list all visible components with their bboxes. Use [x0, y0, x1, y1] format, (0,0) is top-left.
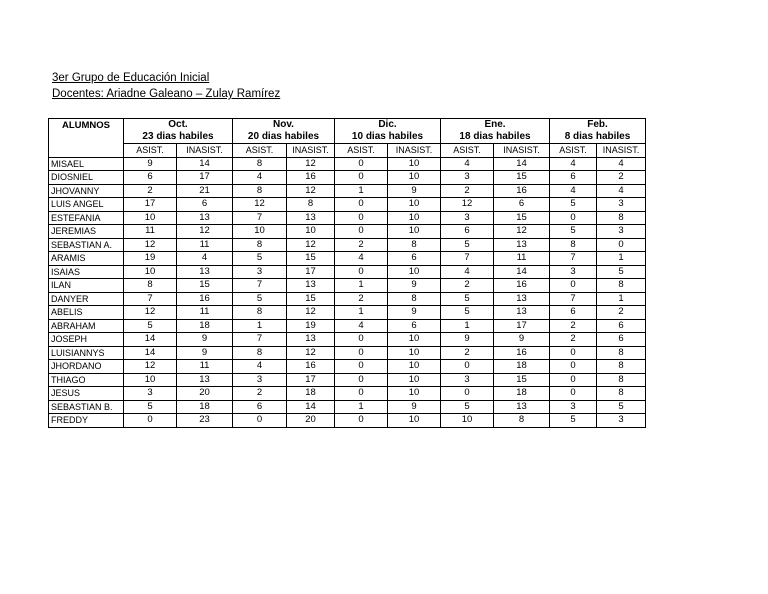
inasist-cell: 9	[388, 400, 441, 414]
table-row	[49, 387, 646, 401]
student-name: JHOVANNY	[49, 184, 124, 198]
student-name: DANYER	[49, 292, 124, 306]
inasist-cell: 6	[177, 198, 233, 212]
inasist-cell: 15	[494, 211, 550, 225]
month-header-nov	[233, 119, 335, 144]
inasist-cell: 5	[597, 400, 646, 414]
inasist-cell: 19	[287, 319, 335, 333]
asist-header: ASIST.	[335, 144, 388, 158]
inasist-cell: 20	[287, 414, 335, 428]
asist-cell: 0	[335, 387, 388, 401]
inasist-cell: 16	[287, 360, 335, 374]
document-heading	[52, 70, 280, 102]
student-name: DIOSNIEL	[49, 171, 124, 185]
table-row	[49, 211, 646, 225]
asist-cell: 8	[233, 184, 287, 198]
inasist-cell: 16	[287, 171, 335, 185]
inasist-header: INASIST.	[287, 144, 335, 158]
asist-cell: 0	[550, 360, 597, 374]
inasist-cell: 1	[597, 292, 646, 306]
inasist-cell: 0	[597, 238, 646, 252]
asist-cell: 9	[124, 157, 177, 171]
month-header-ene	[441, 119, 550, 144]
inasist-cell: 13	[494, 400, 550, 414]
asist-cell: 1	[335, 184, 388, 198]
asist-cell: 1	[441, 319, 494, 333]
asist-cell: 3	[441, 171, 494, 185]
inasist-cell: 13	[177, 373, 233, 387]
asist-cell: 5	[233, 252, 287, 266]
asist-cell: 0	[550, 346, 597, 360]
inasist-cell: 1	[597, 252, 646, 266]
inasist-cell: 12	[287, 157, 335, 171]
inasist-cell: 23	[177, 414, 233, 428]
asist-cell: 0	[335, 157, 388, 171]
inasist-cell: 10	[388, 373, 441, 387]
month-days: 20 dias habiles	[247, 131, 320, 142]
inasist-cell: 14	[494, 157, 550, 171]
asist-cell: 0	[335, 211, 388, 225]
inasist-cell: 9	[388, 184, 441, 198]
asist-header: ASIST.	[124, 144, 177, 158]
asist-cell: 0	[441, 387, 494, 401]
inasist-cell: 13	[287, 211, 335, 225]
asist-cell: 0	[233, 414, 287, 428]
inasist-cell: 10	[388, 333, 441, 347]
table-row	[49, 333, 646, 347]
asist-cell: 5	[441, 292, 494, 306]
student-name: MISAEL	[49, 157, 124, 171]
asist-cell: 7	[124, 292, 177, 306]
inasist-cell: 8	[597, 346, 646, 360]
inasist-cell: 17	[494, 319, 550, 333]
inasist-cell: 10	[388, 157, 441, 171]
inasist-cell: 12	[494, 225, 550, 239]
asist-cell: 3	[233, 373, 287, 387]
inasist-cell: 3	[597, 198, 646, 212]
inasist-cell: 10	[388, 225, 441, 239]
asist-cell: 0	[550, 387, 597, 401]
asist-cell: 7	[233, 211, 287, 225]
inasist-cell: 18	[287, 387, 335, 401]
asist-header: ASIST.	[441, 144, 494, 158]
inasist-cell: 21	[177, 184, 233, 198]
teachers-line: Docentes: Ariadne Galeano – Zulay Ramírez	[52, 88, 281, 100]
table-row	[49, 360, 646, 374]
inasist-cell: 18	[494, 360, 550, 374]
inasist-cell: 8	[388, 292, 441, 306]
asist-cell: 0	[335, 414, 388, 428]
asist-cell: 7	[441, 252, 494, 266]
asist-cell: 4	[335, 252, 388, 266]
inasist-cell: 11	[494, 252, 550, 266]
student-name: SEBASTIAN A.	[49, 238, 124, 252]
asist-cell: 1	[335, 400, 388, 414]
student-name: JESUS	[49, 387, 124, 401]
inasist-cell: 12	[177, 225, 233, 239]
inasist-cell: 8	[597, 373, 646, 387]
inasist-cell: 9	[494, 333, 550, 347]
inasist-cell: 13	[494, 238, 550, 252]
inasist-header: INASIST.	[177, 144, 233, 158]
asist-cell: 9	[441, 333, 494, 347]
inasist-cell: 8	[597, 360, 646, 374]
asist-cell: 5	[550, 414, 597, 428]
month-name: Dic.	[378, 119, 397, 130]
asist-cell: 4	[441, 157, 494, 171]
asist-cell: 0	[124, 414, 177, 428]
inasist-cell: 10	[388, 414, 441, 428]
asist-cell: 2	[335, 238, 388, 252]
month-header-oct	[124, 119, 233, 144]
student-name: ILAN	[49, 279, 124, 293]
inasist-cell: 16	[494, 346, 550, 360]
asist-cell: 3	[233, 265, 287, 279]
inasist-header: INASIST.	[597, 144, 646, 158]
inasist-cell: 9	[388, 279, 441, 293]
month-name: Nov.	[273, 119, 294, 130]
inasist-cell: 11	[177, 306, 233, 320]
asist-cell: 7	[233, 279, 287, 293]
asist-cell: 6	[441, 225, 494, 239]
asist-cell: 7	[550, 252, 597, 266]
student-name: ISAIAS	[49, 265, 124, 279]
asist-cell: 2	[441, 279, 494, 293]
month-name: Oct.	[168, 119, 188, 130]
table-row	[49, 373, 646, 387]
asist-cell: 10	[124, 211, 177, 225]
asist-cell: 1	[233, 319, 287, 333]
student-name: FREDDY	[49, 414, 124, 428]
asist-cell: 8	[233, 346, 287, 360]
inasist-cell: 10	[388, 171, 441, 185]
inasist-cell: 16	[494, 279, 550, 293]
asist-cell: 3	[550, 265, 597, 279]
inasist-header: INASIST.	[388, 144, 441, 158]
inasist-cell: 4	[597, 184, 646, 198]
inasist-cell: 10	[388, 360, 441, 374]
asist-cell: 10	[124, 373, 177, 387]
asist-cell: 5	[124, 319, 177, 333]
alumnos-header: ALUMNOS	[49, 119, 124, 158]
asist-cell: 6	[550, 306, 597, 320]
table-row	[49, 184, 646, 198]
table-row	[49, 157, 646, 171]
asist-cell: 19	[124, 252, 177, 266]
table-row	[49, 198, 646, 212]
table-row	[49, 319, 646, 333]
inasist-cell: 18	[494, 387, 550, 401]
student-name: JEREMIAS	[49, 225, 124, 239]
inasist-cell: 14	[494, 265, 550, 279]
asist-cell: 0	[441, 360, 494, 374]
inasist-cell: 2	[597, 306, 646, 320]
inasist-cell: 6	[494, 198, 550, 212]
inasist-cell: 16	[494, 184, 550, 198]
inasist-cell: 13	[177, 265, 233, 279]
asist-cell: 2	[441, 184, 494, 198]
inasist-cell: 6	[388, 319, 441, 333]
asist-cell: 12	[233, 198, 287, 212]
inasist-cell: 15	[287, 292, 335, 306]
asist-cell: 12	[441, 198, 494, 212]
inasist-cell: 13	[494, 292, 550, 306]
asist-cell: 0	[335, 373, 388, 387]
asist-cell: 2	[335, 292, 388, 306]
asist-cell: 11	[124, 225, 177, 239]
inasist-cell: 13	[287, 279, 335, 293]
inasist-cell: 10	[388, 387, 441, 401]
inasist-cell: 18	[177, 319, 233, 333]
inasist-cell: 8	[494, 414, 550, 428]
asist-cell: 1	[335, 306, 388, 320]
asist-cell: 0	[550, 373, 597, 387]
asist-cell: 5	[441, 306, 494, 320]
asist-cell: 0	[335, 265, 388, 279]
month-header-row	[49, 119, 646, 144]
asist-cell: 0	[335, 171, 388, 185]
inasist-cell: 13	[177, 211, 233, 225]
asist-cell: 8	[233, 306, 287, 320]
asist-cell: 10	[233, 225, 287, 239]
attendance-table	[48, 118, 646, 428]
inasist-cell: 20	[177, 387, 233, 401]
asist-cell: 4	[233, 360, 287, 374]
inasist-cell: 6	[597, 333, 646, 347]
inasist-cell: 9	[177, 333, 233, 347]
inasist-cell: 16	[177, 292, 233, 306]
asist-cell: 10	[441, 414, 494, 428]
asist-cell: 8	[233, 157, 287, 171]
inasist-cell: 15	[177, 279, 233, 293]
inasist-cell: 5	[597, 265, 646, 279]
inasist-cell: 10	[388, 346, 441, 360]
table-row	[49, 265, 646, 279]
asist-cell: 4	[441, 265, 494, 279]
asist-header: ASIST.	[233, 144, 287, 158]
group-title: 3er Grupo de Educación Inicial	[52, 72, 210, 84]
inasist-cell: 12	[287, 238, 335, 252]
student-name: ABELIS	[49, 306, 124, 320]
inasist-cell: 17	[287, 373, 335, 387]
asist-cell: 8	[550, 238, 597, 252]
asist-cell: 2	[441, 346, 494, 360]
asist-cell: 0	[335, 225, 388, 239]
asist-cell: 4	[550, 184, 597, 198]
asist-cell: 12	[124, 360, 177, 374]
inasist-cell: 3	[597, 414, 646, 428]
inasist-cell: 12	[287, 306, 335, 320]
inasist-cell: 8	[597, 387, 646, 401]
asist-cell: 6	[550, 171, 597, 185]
asist-cell: 2	[233, 387, 287, 401]
month-header-feb	[550, 119, 646, 144]
asist-cell: 8	[233, 238, 287, 252]
asist-cell: 5	[441, 238, 494, 252]
asist-cell: 0	[335, 333, 388, 347]
inasist-cell: 10	[287, 225, 335, 239]
inasist-cell: 8	[287, 198, 335, 212]
inasist-cell: 14	[287, 400, 335, 414]
inasist-cell: 6	[597, 319, 646, 333]
asist-cell: 8	[124, 279, 177, 293]
asist-cell: 4	[335, 319, 388, 333]
inasist-cell: 10	[388, 265, 441, 279]
asist-cell: 12	[124, 238, 177, 252]
student-name: JOSEPH	[49, 333, 124, 347]
inasist-cell: 8	[597, 279, 646, 293]
asist-cell: 14	[124, 346, 177, 360]
inasist-cell: 14	[177, 157, 233, 171]
table-row	[49, 306, 646, 320]
asist-cell: 5	[441, 400, 494, 414]
asist-cell: 3	[441, 373, 494, 387]
inasist-cell: 6	[388, 252, 441, 266]
inasist-cell: 13	[287, 333, 335, 347]
inasist-cell: 3	[597, 225, 646, 239]
attendance-body	[49, 157, 646, 427]
asist-cell: 5	[233, 292, 287, 306]
asist-cell: 0	[335, 198, 388, 212]
asist-cell: 7	[550, 292, 597, 306]
asist-cell: 17	[124, 198, 177, 212]
inasist-cell: 13	[494, 306, 550, 320]
inasist-cell: 12	[287, 346, 335, 360]
asist-cell: 5	[550, 225, 597, 239]
inasist-cell: 12	[287, 184, 335, 198]
inasist-cell: 4	[597, 157, 646, 171]
asist-cell: 2	[124, 184, 177, 198]
table-row	[49, 292, 646, 306]
student-name: ESTEFANIA	[49, 211, 124, 225]
asist-cell: 6	[124, 171, 177, 185]
student-name: JHORDANO	[49, 360, 124, 374]
inasist-cell: 11	[177, 360, 233, 374]
table-row	[49, 238, 646, 252]
inasist-cell: 11	[177, 238, 233, 252]
table-row	[49, 252, 646, 266]
asist-header: ASIST.	[550, 144, 597, 158]
asist-cell: 0	[550, 211, 597, 225]
inasist-cell: 15	[494, 373, 550, 387]
asist-cell: 0	[550, 279, 597, 293]
inasist-header: INASIST.	[494, 144, 550, 158]
student-name: LUISIANNYS	[49, 346, 124, 360]
inasist-cell: 4	[177, 252, 233, 266]
inasist-cell: 8	[597, 211, 646, 225]
asist-cell: 14	[124, 333, 177, 347]
inasist-cell: 17	[287, 265, 335, 279]
asist-cell: 3	[441, 211, 494, 225]
asist-cell: 10	[124, 265, 177, 279]
asist-cell: 7	[233, 333, 287, 347]
asist-cell: 4	[233, 171, 287, 185]
asist-cell: 3	[124, 387, 177, 401]
month-days: 18 dias habiles	[459, 131, 531, 142]
inasist-cell: 18	[177, 400, 233, 414]
student-name: ARAMIS	[49, 252, 124, 266]
table-row	[49, 279, 646, 293]
inasist-cell: 8	[388, 238, 441, 252]
asist-cell: 6	[233, 400, 287, 414]
inasist-cell: 10	[388, 198, 441, 212]
asist-cell: 2	[550, 319, 597, 333]
asist-cell: 5	[550, 198, 597, 212]
inasist-cell: 2	[597, 171, 646, 185]
inasist-cell: 15	[494, 171, 550, 185]
table-row	[49, 225, 646, 239]
student-name: SEBASTIAN B.	[49, 400, 124, 414]
asist-cell: 2	[550, 333, 597, 347]
asist-cell: 3	[550, 400, 597, 414]
inasist-cell: 17	[177, 171, 233, 185]
asist-cell: 5	[124, 400, 177, 414]
student-name: ABRAHAM	[49, 319, 124, 333]
month-name: Ene.	[484, 119, 506, 130]
inasist-cell: 9	[177, 346, 233, 360]
inasist-cell: 15	[287, 252, 335, 266]
asist-cell: 12	[124, 306, 177, 320]
table-row	[49, 346, 646, 360]
student-name: THIAGO	[49, 373, 124, 387]
asist-cell: 1	[335, 279, 388, 293]
asist-cell: 0	[335, 346, 388, 360]
sub-header-row	[49, 144, 646, 158]
month-name: Feb.	[587, 119, 608, 130]
table-row	[49, 400, 646, 414]
inasist-cell: 10	[388, 211, 441, 225]
table-row	[49, 414, 646, 428]
table-row	[49, 171, 646, 185]
month-days: 23 dias habiles	[142, 131, 214, 142]
student-name: LUIS ANGEL	[49, 198, 124, 212]
month-days: 8 dias habiles	[564, 131, 631, 142]
month-header-dic	[335, 119, 441, 144]
month-days: 10 dias habiles	[351, 131, 424, 142]
inasist-cell: 9	[388, 306, 441, 320]
asist-cell: 0	[335, 360, 388, 374]
asist-cell: 4	[550, 157, 597, 171]
